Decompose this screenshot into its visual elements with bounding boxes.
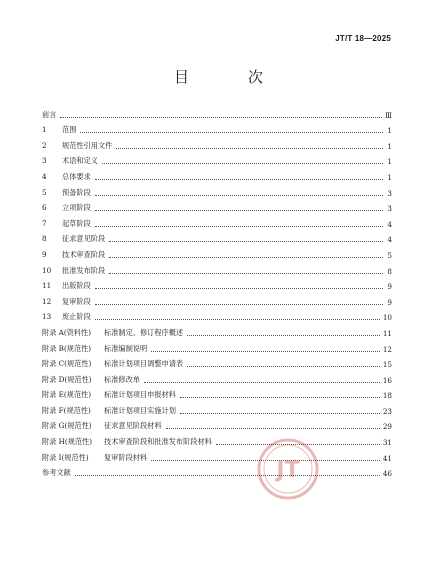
toc-entry-page: 4 [387,235,392,245]
toc-entry-number: 附录 H(规范性) [42,437,93,447]
toc-entry-label: 标准编制说明 [104,343,148,353]
toc-entry[interactable] [42,182,392,198]
page-title: 目 次 [173,68,285,86]
toc-entry-page: 16 [382,375,392,385]
toc-entry-label: 参考文献 [42,468,71,478]
toc-entry[interactable] [42,416,392,432]
toc-entry-label: 前言 [42,109,57,119]
toc-entry-number: 附录 I(规范性) [42,452,89,462]
toc-entry-label: 技术审查阶段 [62,249,106,259]
toc-entry-page: 3 [387,188,392,198]
toc-entry-page: 8 [387,266,392,276]
toc-entry-number: 附录 G(规范性) [42,421,92,431]
toc-entry-label: 术语和定义 [62,156,98,166]
toc-entry-page: 10 [382,313,392,323]
dot-leader [109,256,383,258]
toc-entry-number: 13 [42,312,52,322]
toc-entry-label: 废止阶段 [62,312,91,322]
toc-entry-page: Ⅲ [385,110,392,120]
dot-leader [166,427,380,429]
toc-entry[interactable] [42,463,392,479]
toc-entry-label: 标准制定、修订程序概述 [104,327,184,337]
toc-entry-number: 3 [42,156,47,166]
toc-entry-label: 预备阶段 [62,187,91,197]
toc-entry-label: 征求意见阶段 [62,234,106,244]
toc-entry-number: 7 [42,218,47,228]
toc-entry[interactable] [42,276,392,292]
toc-entry[interactable] [42,307,392,323]
toc-entry-number: 附录 D(规范性) [42,374,92,384]
toc-entry-page: 18 [382,391,392,401]
toc-entry-page: 46 [382,469,392,479]
dot-leader [116,147,383,149]
toc-entry[interactable] [42,198,392,214]
toc-entry-number: 9 [42,249,47,259]
toc-entry-page: 11 [382,328,392,338]
toc-entry[interactable] [42,120,392,136]
watermark-text: JT [276,458,300,483]
toc-entry-label: 规范性引用文件 [62,140,113,150]
toc-entry-number: 6 [42,203,47,213]
toc-entry-label: 复审阶段材料 [104,452,148,462]
standard-code: JT/T 18—2025 [335,34,391,43]
dot-leader [75,474,380,476]
toc-entry-number: 11 [42,281,52,291]
toc-entry-page: 41 [382,453,392,463]
toc-entry[interactable] [42,431,392,447]
dot-leader [180,396,380,398]
toc-entry-page: 3 [387,204,392,214]
toc-entry-label: 起草阶段 [62,218,91,228]
toc-entry-page: 1 [387,172,392,182]
dot-leader [95,194,383,196]
dot-leader [95,225,383,227]
toc-entry-page: 15 [382,360,392,370]
toc-entry-page: 23 [382,406,392,416]
toc-entry-number: 附录 B(规范性) [42,343,92,353]
dot-leader [109,272,383,274]
toc-entry-number: 附录 A(资料性) [42,327,92,337]
dot-leader [95,303,383,305]
toc-entry-number: 1 [42,125,47,135]
toc-entry[interactable] [42,229,392,245]
toc-entry-label: 技术审查阶段和批准发布阶段材料 [104,437,212,447]
toc-entry-page: 12 [382,344,392,354]
toc-entry-label: 标准计划项目调整申请表 [104,359,184,369]
dot-leader [95,178,383,180]
toc-entry-page: 1 [387,126,392,136]
toc-entry-page: 4 [387,219,392,229]
toc-entry-label: 批准发布阶段 [62,265,106,275]
dot-leader [180,412,380,414]
dot-leader [109,240,383,242]
table-of-contents [42,104,392,478]
toc-entry[interactable] [42,104,392,120]
toc-entry[interactable] [42,338,392,354]
toc-entry-number: 附录 C(规范性) [42,359,92,369]
dot-leader [95,209,383,211]
toc-entry-page: 1 [387,157,392,167]
toc-entry-page: 29 [382,422,392,432]
toc-entry[interactable] [42,291,392,307]
dot-leader [80,131,383,133]
toc-entry-page: 5 [387,250,392,260]
toc-entry[interactable] [42,151,392,167]
toc-entry[interactable] [42,213,392,229]
toc-entry-label: 标准计划项目实施计划 [104,405,176,415]
toc-entry[interactable] [42,322,392,338]
dot-leader [60,116,382,118]
dot-leader [95,318,380,320]
toc-entry-page: 31 [382,438,392,448]
dot-leader [187,365,380,367]
toc-entry-number: 附录 E(规范性) [42,390,92,400]
toc-entry-label: 范围 [62,125,77,135]
toc-entry[interactable] [42,166,392,182]
toc-entry-page: 9 [387,282,392,292]
toc-entry[interactable] [42,354,392,370]
toc-entry[interactable] [42,260,392,276]
toc-entry-label: 出版阶段 [62,281,91,291]
toc-entry-number: 4 [42,171,47,181]
toc-entry[interactable] [42,135,392,151]
toc-entry[interactable] [42,369,392,385]
toc-entry-number: 8 [42,234,47,244]
toc-entry[interactable] [42,447,392,463]
jt-watermark-stamp [256,437,320,501]
toc-entry-label: 复审阶段 [62,296,91,306]
toc-entry-number: 2 [42,140,47,150]
dot-leader [102,162,383,164]
toc-entry-number: 12 [42,296,52,306]
dot-leader [151,350,380,352]
toc-entry-label: 标准计划项目申报材料 [104,390,176,400]
toc-entry-number: 10 [42,265,52,275]
toc-entry-label: 征求意见阶段材料 [104,421,162,431]
dot-leader [187,334,380,336]
toc-entry-label: 标准修改单 [104,374,140,384]
toc-entry[interactable] [42,385,392,401]
toc-entry-label: 总体要求 [62,171,91,181]
toc-entry-page: 1 [387,141,392,151]
dot-leader [95,287,383,289]
toc-entry[interactable] [42,244,392,260]
toc-entry[interactable] [42,400,392,416]
toc-entry-label: 立项阶段 [62,203,91,213]
toc-entry-number: 附录 F(规范性) [42,405,91,415]
toc-entry-number: 5 [42,187,47,197]
dot-leader [144,381,380,383]
toc-entry-page: 9 [387,297,392,307]
